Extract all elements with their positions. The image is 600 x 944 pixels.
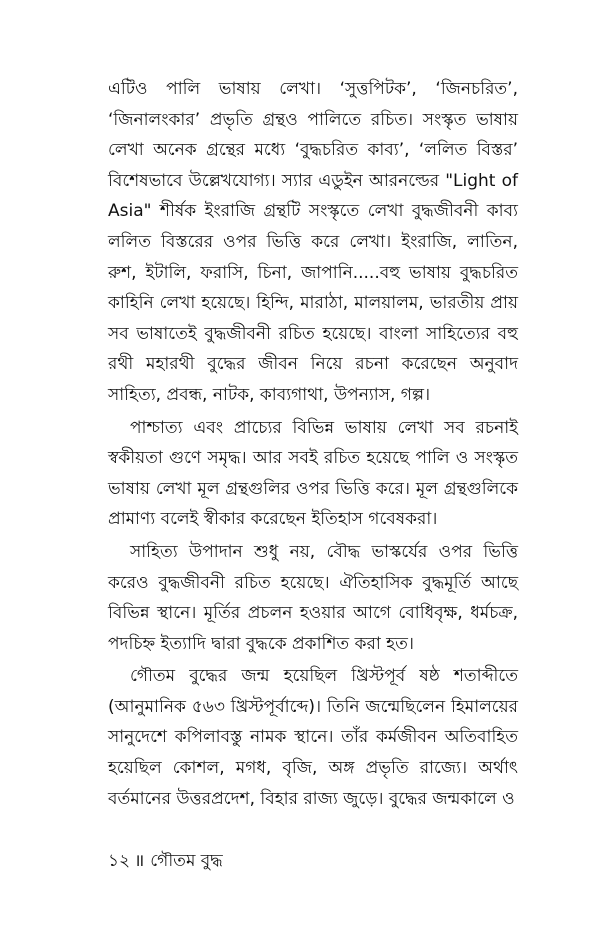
page-footer bbox=[108, 848, 518, 874]
paragraph-2: পাশ্চাত্য এবং প্রাচ্যের বিভিন্ন ভাষায় লেখা সব রচনাই স্বকীয়তা গুণে সমৃদ্ধ। আর সবই রচিত হয়েছে পালি ও সংস্কৃত ভাষায় লেখা মূল গ্রন্থগুলির ওপর ভিত্তি করে। মূল গ্রন্থগুলিকে প্রামাণ্য বলেই স্বীকার করেছেন ইতিহাস গবেষকরা। bbox=[108, 417, 518, 530]
page-number: ১২ bbox=[108, 851, 131, 871]
paragraph-4: গৌতম বুদ্ধের জন্ম হয়েছিল খ্রিস্টপূর্ব ষষ্ঠ শতাব্দীতে (আনুমানিক ৫৬৩ খ্রিস্টপূর্বাব্দে)। তিনি জন্মেছিলেন হিমালয়ের সানুদেশে কপিলাবস্তু নামক স্থানে। তাঁর কর্মজীবন অতিবাহিত হয়েছিল কোশল, মগধ, বৃজি, অঙ্গ প্রভৃতি রাজ্যে। অর্থাৎ বর্তমানের উত্তরপ্রদেশ, বিহার রাজ্য জুড়ে। বুদ্ধের জন্মকালে ও bbox=[108, 666, 518, 809]
paragraph-1: এটিও পালি ভাষায় লেখা। ‘সুত্তপিটক’, ‘জিনচরিত’, ‘জিনালংকার’ প্রভৃতি গ্রন্থও পালিতে রচিত। সংস্কৃত ভাষায় লেখা অনেক গ্রন্থের মধ্যে ‘বুদ্ধচরিত কাব্য’, ‘ললিত বিস্তর’ বিশেষভাবে উল্লেখযোগ্য। স্যার এডুইন আরনল্ডের "Light of Asia" শীর্ষক ইংরাজি গ্রন্থটি সংস্কৃতে লেখা বুদ্ধজীবনী কাব্য ললিত বিস্তরের ওপর ভিত্তি করে লেখা। ইংরাজি, লাতিন, রুশ, ইটালি, ফরাসি, চিনা, জাপানি.....বহু ভাষায় বুদ্ধচরিত কাহিনি লেখা হয়েছে। হিন্দি, মারাঠা, মালয়ালম, ভারতীয় প্রায় সব ভাষাতেই বুদ্ধজীবনী রচিত হয়েছে। বাংলা সাহিত্যের বহু রথী মহারথী বুদ্ধের জীবন নিয়ে রচনা করেছেন অনুবাদ সাহিত্য, প্রবন্ধ, নাটক, কাব্যগাথা, উপন্যাস, গল্প। bbox=[108, 79, 518, 405]
running-title: গৌতম বুদ্ধ bbox=[150, 851, 223, 871]
paragraph-3: সাহিত্য উপাদান শুধু নয়, বৌদ্ধ ভাস্কর্যের ওপর ভিত্তি করেও বুদ্ধজীবনী রচিত হয়েছে। ঐতিহাসিক বুদ্ধমূর্তি আছে বিভিন্ন স্থানে। মূর্তির প্রচলন হওয়ার আগে বোধিবৃক্ষ, ধর্মচক্র, পদচিহ্ন ইত্যাদি দ্বারা বুদ্ধকে প্রকাশিত করা হত। bbox=[108, 541, 518, 654]
body-text bbox=[108, 74, 518, 814]
footer-separator: ॥ bbox=[134, 851, 145, 871]
